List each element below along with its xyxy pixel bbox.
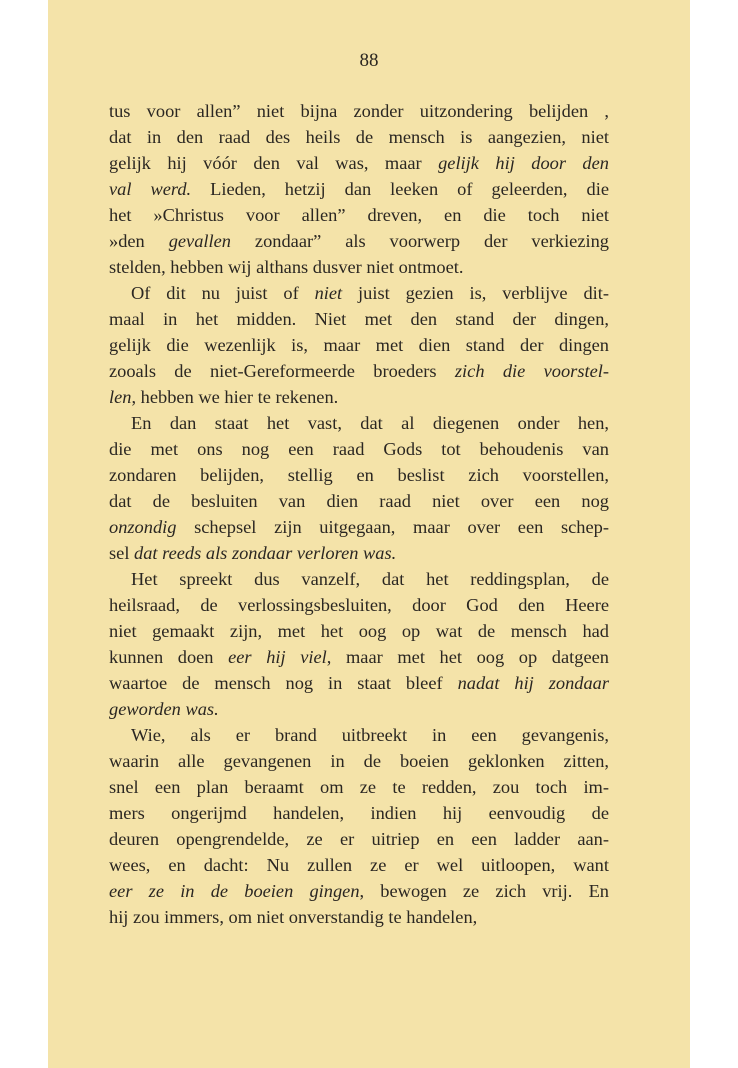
text-segment: zondaar” als voorwerp der verkiezing (230, 231, 609, 251)
italic-text: nadat hij zondaar (457, 673, 610, 693)
text-segment: mers ongerijmd handelen, indien hij eenvoudig de (109, 803, 609, 823)
text-line (109, 150, 609, 176)
text-line (109, 124, 609, 150)
text-segment: , bewogen ze zich vrij. En (359, 881, 609, 901)
book-page (48, 0, 690, 1068)
italic-text: onzondig (109, 517, 177, 537)
text-line (109, 618, 609, 644)
text-line (109, 228, 609, 254)
text-line (109, 566, 609, 592)
text-segment: , hebben we hier te rekenen. (131, 387, 339, 407)
text-segment: schepsel zijn uitgegaan, maar over een schep- (176, 517, 609, 537)
text-segment: maal in het midden. Niet met den stand der dingen, (109, 309, 609, 329)
text-line (109, 98, 609, 124)
paragraph (109, 410, 609, 566)
text-line (109, 488, 609, 514)
text-segment: dat in den raad des heils de mensch is aangezien, niet (109, 127, 609, 147)
text-line (109, 202, 609, 228)
text-segment: , maar met het oog op datgeen (326, 647, 609, 667)
text-segment: En dan staat het vast, dat al diegenen onder hen, (131, 413, 609, 433)
text-segment: snel een plan beraamt om ze te redden, zou toch im- (109, 777, 609, 797)
italic-text: geworden was. (109, 699, 219, 719)
italic-text: dat reeds als zondaar verloren was. (134, 543, 397, 563)
body-text (109, 98, 609, 930)
italic-text: len (109, 387, 132, 407)
italic-text: zich die voorstel- (454, 361, 609, 381)
text-segment: het »Christus voor allen” dreven, en die toch niet (109, 205, 609, 225)
text-segment: sel (109, 543, 135, 563)
italic-text: gevallen (168, 231, 231, 251)
text-segment: wees, en dacht: Nu zullen ze er wel uitloopen, want (109, 855, 609, 875)
text-line (109, 852, 609, 878)
text-segment: Of dit nu juist of (131, 283, 315, 303)
text-line (109, 358, 609, 384)
text-line (109, 748, 609, 774)
text-segment: juist gezien is, verblijve dit- (342, 283, 609, 303)
text-line (109, 514, 609, 540)
text-line (109, 410, 609, 436)
text-segment: hij zou immers, om niet onverstandig te handelen, (109, 907, 478, 927)
text-segment: tus voor allen” niet bijna zonder uitzondering belijden , (109, 101, 609, 121)
text-line (109, 306, 609, 332)
italic-text: val werd. (109, 179, 192, 199)
text-line (109, 722, 609, 748)
text-line (109, 176, 609, 202)
text-segment: zooals de niet-Gereformeerde broeders (109, 361, 455, 381)
text-segment: die met ons nog een raad Gods tot behoudenis van (109, 439, 609, 459)
text-segment: waartoe de mensch nog in staat bleef (109, 673, 458, 693)
paragraph (109, 280, 609, 410)
text-segment: heilsraad, de verlossingsbesluiten, door God den Heere (109, 595, 609, 615)
paragraph (109, 98, 609, 280)
text-segment: zondaren belijden, stellig en beslist zich voorstellen, (109, 465, 609, 485)
text-line (109, 696, 609, 722)
text-line (109, 878, 609, 904)
text-line (109, 800, 609, 826)
italic-text: gelijk hij door den (438, 153, 609, 173)
paragraph (109, 722, 609, 930)
text-line (109, 774, 609, 800)
text-segment: waarin alle gevangenen in de boeien geklonken zitten, (109, 751, 609, 771)
text-segment: Lieden, hetzij dan leeken of geleerden, die (191, 179, 609, 199)
text-segment: stelden, hebben wij althans dusver niet ontmoet. (109, 257, 464, 277)
text-segment: dat de besluiten van dien raad niet over een nog (109, 491, 609, 511)
text-segment: Het spreekt dus vanzelf, dat het reddingsplan, de (131, 569, 609, 589)
italic-text: eer ze in de boeien gingen (109, 881, 360, 901)
text-line (109, 254, 609, 280)
text-segment: gelijk hij vóór den val was, maar (109, 153, 439, 173)
text-line (109, 384, 609, 410)
text-line (109, 540, 609, 566)
text-line (109, 644, 609, 670)
text-segment: Wie, als er brand uitbreekt in een gevangenis, (131, 725, 609, 745)
text-segment: gelijk die wezenlijk is, maar met dien stand der dingen (109, 335, 609, 355)
text-line (109, 436, 609, 462)
text-line (109, 280, 609, 306)
text-segment: deuren opengrendelde, ze er uitriep en een ladder aan- (109, 829, 609, 849)
italic-text: eer hij viel (228, 647, 327, 667)
text-segment: »den (109, 231, 169, 251)
italic-text: niet (314, 283, 343, 303)
text-line (109, 670, 609, 696)
text-line (109, 904, 609, 930)
text-segment: niet gemaakt zijn, met het oog op wat de mensch had (109, 621, 609, 641)
text-line (109, 592, 609, 618)
page-number: 88 (359, 50, 379, 71)
text-segment: kunnen doen (109, 647, 229, 667)
paragraph (109, 566, 609, 722)
text-line (109, 462, 609, 488)
text-line (109, 332, 609, 358)
text-line (109, 826, 609, 852)
